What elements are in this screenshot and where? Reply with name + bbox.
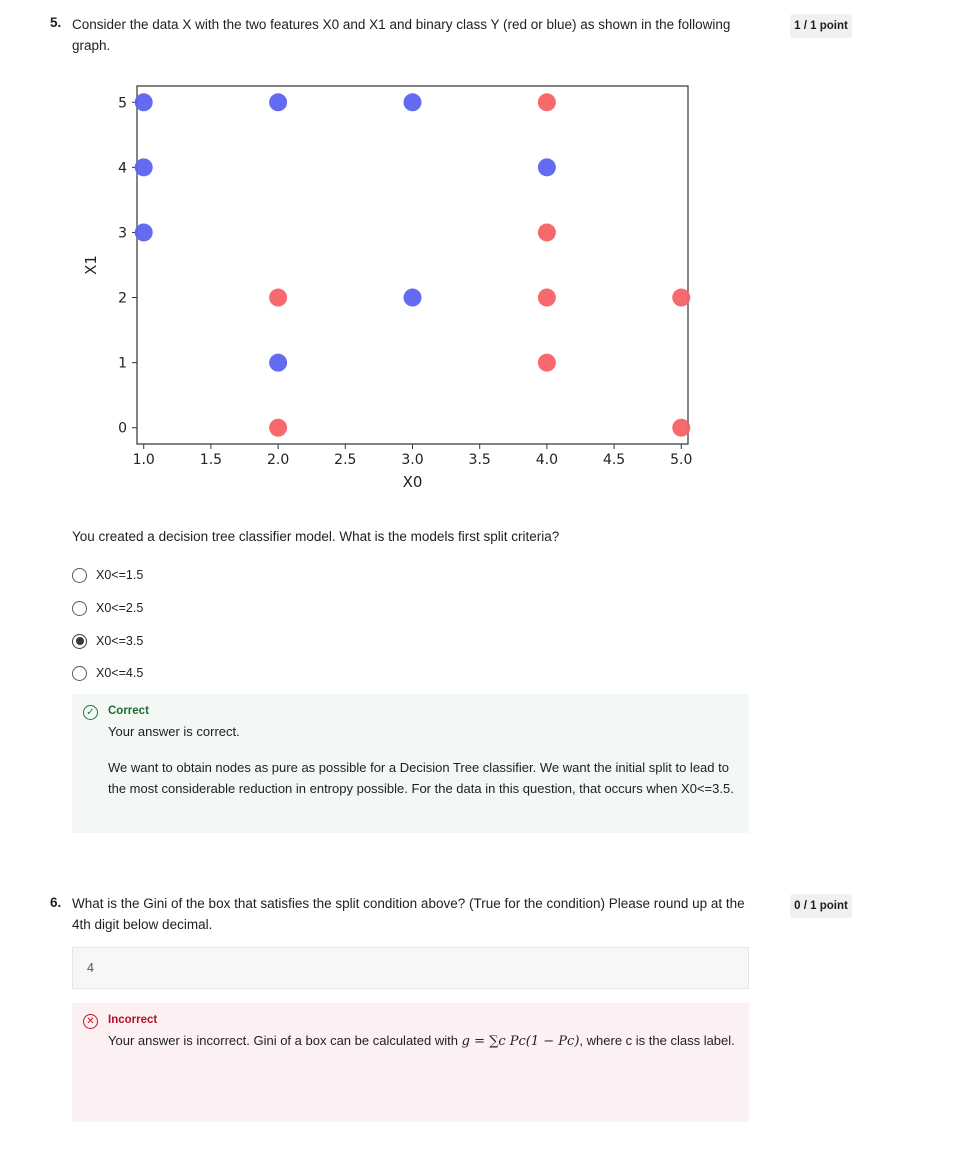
x-tick-label: 1.5 bbox=[199, 452, 223, 468]
blue-point bbox=[404, 93, 422, 111]
x-tick-label: 3.0 bbox=[401, 452, 424, 468]
option-2[interactable] bbox=[72, 598, 143, 618]
scatter-plot-svg bbox=[72, 80, 712, 510]
feedback-status: Incorrect bbox=[108, 1014, 158, 1026]
red-point bbox=[672, 289, 690, 307]
radio-button[interactable] bbox=[72, 601, 87, 616]
scatter-chart bbox=[72, 80, 712, 510]
option-4[interactable] bbox=[72, 663, 143, 683]
y-tick-label: 2 bbox=[118, 290, 127, 307]
question-text: Consider the data X with the two features X0 and X1 and binary class Y (red or blue) as shown in the following graph. bbox=[72, 17, 731, 53]
blue-point bbox=[269, 93, 287, 111]
y-tick-label: 0 bbox=[118, 420, 127, 437]
x-tick-label: 3.5 bbox=[468, 452, 491, 468]
x-tick-label: 4.0 bbox=[535, 452, 559, 468]
x-tick-label: 2.0 bbox=[266, 452, 290, 468]
check-circle-icon: ✓ bbox=[83, 705, 98, 720]
y-tick-label: 3 bbox=[118, 225, 127, 242]
blue-point bbox=[135, 93, 153, 111]
option-label: X0<=3.5 bbox=[96, 634, 144, 648]
blue-point bbox=[269, 354, 287, 372]
blue-point bbox=[404, 289, 422, 307]
feedback-line: Your answer is correct. bbox=[108, 724, 240, 739]
y-tick-label: 1 bbox=[118, 355, 127, 372]
points-badge: 1 / 1 point bbox=[790, 14, 852, 38]
x-tick-label: 1.0 bbox=[132, 452, 155, 468]
y-axis-label: X1 bbox=[82, 255, 100, 275]
x-tick-label: 4.5 bbox=[602, 452, 626, 468]
red-point bbox=[538, 223, 556, 241]
x-circle-icon: ✕ bbox=[83, 1014, 98, 1029]
blue-point bbox=[135, 158, 153, 176]
feedback-status: Correct bbox=[108, 705, 149, 717]
x-axis-label: X0 bbox=[402, 473, 423, 491]
y-tick-label: 5 bbox=[118, 95, 127, 112]
blue-point bbox=[135, 223, 153, 241]
red-point bbox=[672, 419, 690, 437]
radio-button[interactable] bbox=[72, 568, 87, 583]
points-badge: 0 / 1 point bbox=[790, 894, 852, 918]
option-label: X0<=4.5 bbox=[96, 666, 144, 680]
x-tick-label: 5.0 bbox=[670, 452, 693, 468]
option-label: X0<=1.5 bbox=[96, 568, 144, 582]
answer-input[interactable]: 4 bbox=[72, 947, 749, 989]
question-number: 6. bbox=[50, 895, 62, 910]
option-1[interactable] bbox=[72, 565, 143, 585]
feedback-correct bbox=[72, 694, 749, 833]
feedback-explanation: We want to obtain nodes as pure as possible for a Decision Tree classifier. We want the initial split to lead to the most considerable reduction in entropy possible. For the data in this question, that occurs when X0<=3.5. bbox=[108, 760, 734, 796]
feedback-text bbox=[108, 1030, 737, 1052]
feedback-prefix: Your answer is incorrect. Gini of a box can be calculated with bbox=[108, 1033, 458, 1048]
option-3[interactable] bbox=[72, 631, 143, 651]
red-point bbox=[538, 354, 556, 372]
question-prompt: You created a decision tree classifier model. What is the models first split criteria? bbox=[72, 529, 560, 544]
y-tick-label: 4 bbox=[118, 160, 127, 177]
x-tick-label: 2.5 bbox=[334, 452, 357, 468]
gini-formula: g = ∑c Pc(1 − Pc) bbox=[461, 1034, 580, 1049]
question-number: 5. bbox=[50, 15, 62, 30]
feedback-suffix: , where c is the class label. bbox=[579, 1033, 735, 1048]
red-point bbox=[538, 289, 556, 307]
blue-point bbox=[538, 158, 556, 176]
red-point bbox=[538, 93, 556, 111]
red-point bbox=[269, 419, 287, 437]
plot-frame bbox=[137, 86, 688, 444]
option-label: X0<=2.5 bbox=[96, 601, 144, 615]
radio-button[interactable] bbox=[72, 666, 87, 681]
question-text: What is the Gini of the box that satisfies the split condition above? (True for the condition) Please round up at the 4th digit below decimal. bbox=[72, 896, 745, 932]
radio-button-selected[interactable] bbox=[72, 634, 87, 649]
feedback-incorrect bbox=[72, 1003, 749, 1122]
red-point bbox=[269, 289, 287, 307]
